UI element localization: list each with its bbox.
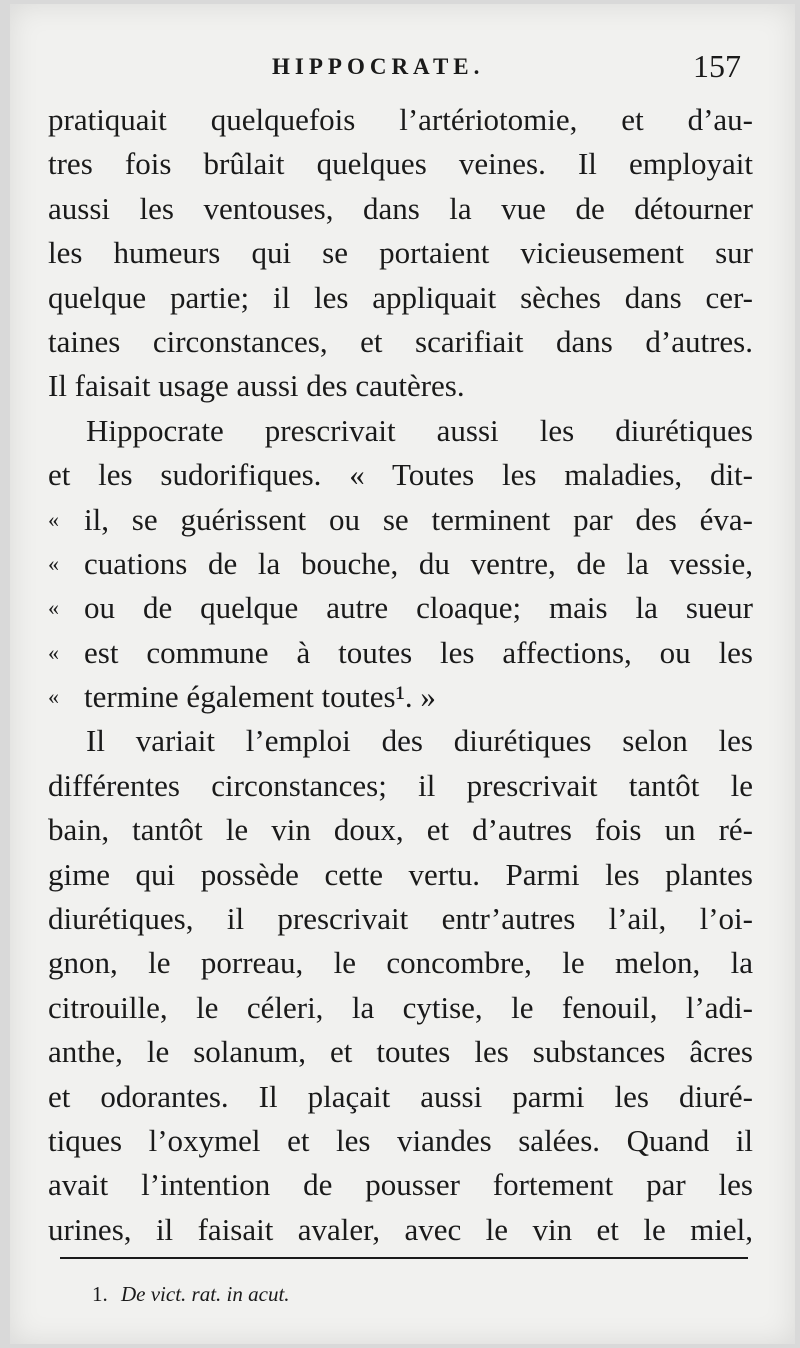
text-line: différentes circonstances; il prescrivait tantôt le (48, 767, 753, 803)
quoted-line (48, 542, 753, 586)
quote-mark: « (48, 639, 59, 665)
text-line: taines circonstances, et scarifiait dans d’autres. (48, 323, 753, 359)
text-line: diurétiques, il prescrivait entr’autres l’ail, l’oi- (48, 901, 753, 937)
footnote-divider (60, 1257, 748, 1259)
text-line: les humeurs qui se portaient vicieusement sur (48, 235, 753, 271)
text-line: avait l’intention de pousser fortement par les (48, 1167, 753, 1203)
text-line: Il faisait usage aussi des cautères. (48, 368, 465, 404)
quoted-line (48, 498, 753, 542)
page-header (10, 48, 795, 88)
text-line: tiques l’oxymel et les viandes salées. Quand il (48, 1122, 753, 1158)
quoted-line (48, 586, 753, 630)
quote-mark: « (48, 550, 59, 576)
text-line: gnon, le porreau, le concombre, le melon, la (48, 945, 753, 981)
quoted-line (48, 675, 753, 719)
running-title: HIPPOCRATE. (272, 54, 485, 79)
quote-mark: « (48, 595, 59, 621)
quote-mark: « (48, 506, 59, 532)
footnote (92, 1282, 290, 1307)
text-line: aussi les ventouses, dans la vue de détourner (48, 190, 753, 226)
quoted-line-text: ou de quelque autre cloaque; mais la sueur (84, 590, 753, 626)
quoted-line-text: il, se guérissent ou se terminent par des éva- (84, 501, 753, 537)
body-text (48, 98, 753, 1252)
text-line: pratiquait quelquefois l’artériotomie, et d’au- (48, 102, 753, 137)
text-line: bain, tantôt le vin doux, et d’autres fois un ré- (48, 812, 753, 848)
footnote-number: 1. (92, 1282, 108, 1306)
text-line: tres fois brûlait quelques veines. Il employait (48, 146, 753, 182)
quoted-line-text: est commune à toutes les affections, ou les (84, 634, 753, 670)
text-line: anthe, le solanum, et toutes les substances âcres (48, 1034, 753, 1070)
paragraph-first-line: Hippocrate prescrivait aussi les diurétiques (86, 412, 753, 448)
text-line: citrouille, le céleri, la cytise, le fenouil, l’adi- (48, 989, 753, 1025)
page-number: 157 (693, 48, 741, 84)
text-line: gime qui possède cette vertu. Parmi les plantes (48, 856, 753, 892)
footnote-text: De vict. rat. in acut. (121, 1282, 290, 1306)
quoted-line (48, 631, 753, 675)
text-line: urines, il faisait avaler, avec le vin et le miel, (48, 1211, 753, 1247)
paragraph-first-line: Il variait l’emploi des diurétiques selon les (86, 723, 753, 759)
quoted-line-text: cuations de la bouche, du ventre, de la vessie, (84, 545, 753, 581)
text-line: et odorantes. Il plaçait aussi parmi les diuré- (48, 1078, 753, 1114)
text-line: et les sudorifiques. « Toutes les maladies, dit- (48, 457, 753, 493)
text-line: quelque partie; il les appliquait sèches dans cer- (48, 279, 753, 315)
quote-mark: « (48, 684, 59, 710)
book-page (10, 4, 795, 1344)
quoted-line-text: termine également toutes¹. » (84, 679, 436, 715)
